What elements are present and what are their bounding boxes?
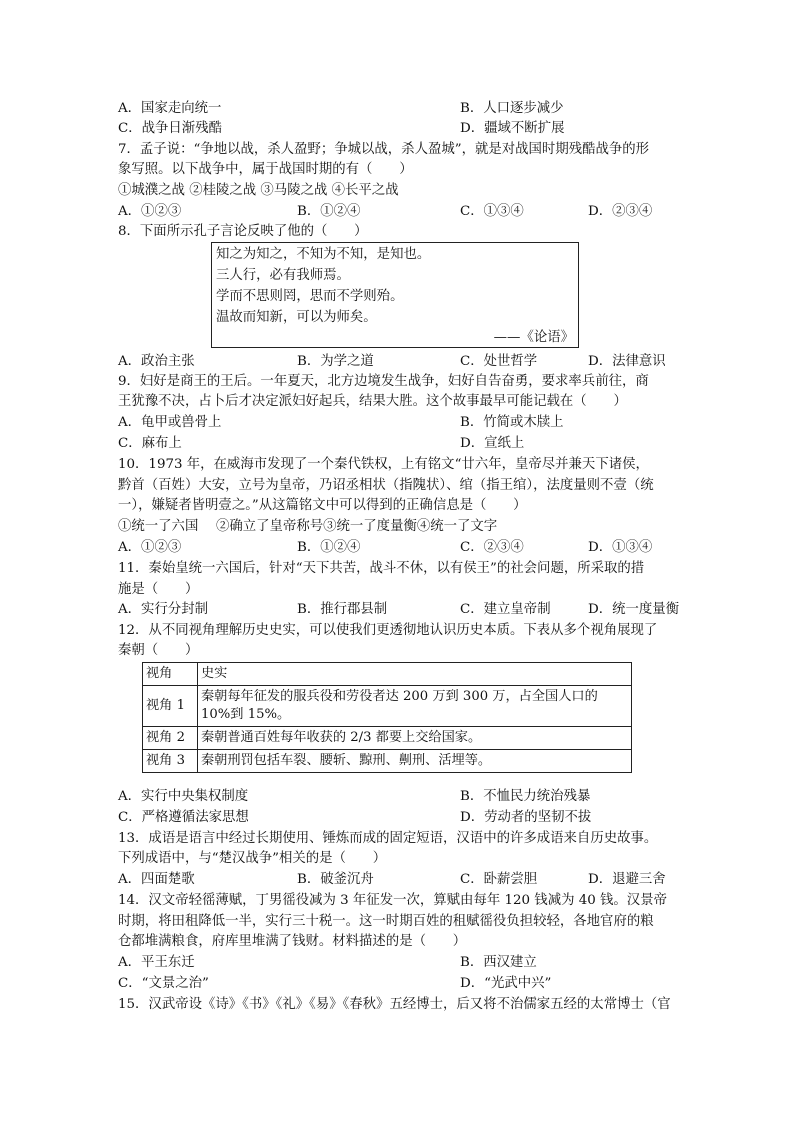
q8-stem: 8．下面所示孔子言论反映了他的（ ） — [118, 224, 368, 239]
q7-option-b: B．①②④ — [297, 204, 361, 219]
table-row — [143, 750, 632, 773]
q9-option-b: B．竹简或木牍上 — [460, 415, 564, 430]
q13-stem-line1: 13．成语是语言中经过长期使用、锤炼而成的固定短语，汉语中的许多成语来自历史故事。 — [118, 831, 658, 846]
q14-option-b: B．西汉建立 — [460, 955, 537, 970]
q14-option-d: D．“光武中兴” — [460, 976, 552, 991]
q14-stem-line3: 仓都堆满粮食，府库里堆满了钱财。材料描述的是（ ） — [118, 934, 467, 949]
q11-option-d: D．统一度量衡 — [588, 602, 680, 617]
q7-option-a: A．①②③ — [118, 204, 182, 219]
q13-option-c: C．卧薪尝胆 — [460, 872, 538, 887]
q14-option-a: A．平王东迁 — [118, 955, 195, 970]
q10-stem-line3: 一），嫌疑者皆明壹之。”从这篇铭文中可以得到的正确信息是（ ） — [118, 498, 527, 513]
q8-quote-1: 知之为知之，不知为不知，是知也。 — [216, 247, 431, 262]
q13-option-a: A．四面楚歌 — [118, 872, 195, 887]
table-header-row — [143, 663, 632, 686]
q8-quote-4: 温故而知新，可以为师矣。 — [216, 310, 377, 325]
q10-stem-line2: 黔首（百姓）大安，立号为皇帝，乃诏丞相状（指隗状）、绾（指王绾），法度量则不壹（统 — [118, 478, 654, 493]
q11-stem-line2: 施是（ ） — [118, 582, 199, 597]
q10-option-c: C．②③④ — [460, 540, 524, 555]
q6-option-c: C．战争日渐残酷 — [118, 121, 222, 136]
table-cell: 秦朝刑罚包括车裂、腰斩、黥刑、劓刑、活埋等。 — [198, 750, 632, 773]
q12-table — [142, 662, 632, 773]
q11-stem-line1: 11．秦始皇统一六国后，针对“天下共苦，战斗不休，以有侯王”的社会问题，所采取的措 — [118, 561, 645, 576]
q12-option-c: C．严格遵循法家思想 — [118, 810, 249, 825]
table-header-cell: 史实 — [198, 663, 632, 686]
q11-option-c: C．建立皇帝制 — [460, 602, 551, 617]
q14-stem-line1: 14．汉文帝轻徭薄赋，丁男徭役减为 3 年征发一次，算赋由每年 120 钱减为 40 钱。汉景帝 — [118, 893, 667, 908]
table-cell: 秦朝普通百姓每年收获的 2/3 都要上交给国家。 — [198, 727, 632, 750]
q6-option-b: B．人口逐步减少 — [460, 101, 564, 116]
q10-option-a: A．①②③ — [118, 540, 182, 555]
q12-option-a: A．实行中央集权制度 — [118, 789, 249, 804]
q12-stem-line1: 12．从不同视角理解历史史实，可以使我们更透彻地认识历史本质。下表从多个视角展现了 — [118, 623, 658, 638]
q15-stem-line1: 15．汉武帝设《诗》《书》《礼》《易》《春秋》五经博士，后又将不治儒家五经的太常博士（官 — [118, 997, 671, 1012]
table-header-cell: 视角 — [143, 663, 198, 686]
q7-items: ①城濮之战 ②桂陵之战 ③马陵之战 ④长平之战 — [118, 183, 399, 198]
q8-option-a: A．政治主张 — [118, 354, 195, 369]
table-cell: 视角 2 — [143, 727, 198, 750]
q14-option-c: C．“文景之治” — [118, 976, 209, 991]
q9-stem-line1: 9．妇好是商王的王后。一年夏天，北方边境发生战争，妇好自告奋勇，要求率兵前往，商 — [118, 374, 649, 389]
q6-option-a: A．国家走向统一 — [118, 101, 222, 116]
q9-option-d: D．宣纸上 — [460, 436, 525, 451]
q12-stem-line2: 秦朝（ ） — [118, 643, 199, 658]
q8-option-d: D．法律意识 — [588, 354, 666, 369]
table-row — [143, 727, 632, 750]
q13-option-b: B．破釜沉舟 — [297, 872, 374, 887]
q14-stem-line2: 时期，将田租降低一半，实行三十税一。这一时期百姓的租赋徭役负担较轻，各地官府的粮 — [118, 914, 654, 929]
q11-option-b: B．推行郡县制 — [297, 602, 388, 617]
q6-option-d: D．疆域不断扩展 — [460, 121, 565, 136]
q10-option-d: D．①③④ — [588, 540, 653, 555]
table-cell: 秦朝每年征发的服兵役和劳役者达 200 万到 300 万，占全国人口的 10%到 15%。 — [198, 686, 632, 727]
q11-option-a: A．实行分封制 — [118, 602, 209, 617]
q7-option-d: D．②③④ — [588, 204, 653, 219]
table-cell: 视角 1 — [143, 686, 198, 727]
q8-quote-box — [211, 242, 579, 348]
q13-stem-line2: 下列成语中，与“楚汉战争”相关的是（ ） — [118, 851, 387, 866]
q10-items: ①统一了六国 ②确立了皇帝称号③统一了度量衡④统一了文字 — [118, 519, 498, 534]
q10-stem-line1: 10．1973 年，在威海市发现了一个秦代铁权，上有铭文“廿六年，皇帝尽并兼天下诸侯， — [118, 457, 649, 472]
q8-option-b: B．为学之道 — [297, 354, 374, 369]
q9-option-c: C．麻布上 — [118, 436, 182, 451]
q9-option-a: A．龟甲或兽骨上 — [118, 415, 222, 430]
q7-stem-line1: 7．孟子说：“争地以战，杀人盈野；争城以战，杀人盈城”，就是对战国时期残酷战争的形 — [118, 142, 650, 157]
q10-option-b: B．①②④ — [297, 540, 361, 555]
q8-source: ——《论语》 — [493, 330, 574, 345]
q7-stem-line2: 象写照。以下战争中，属于战国时期的有（ ） — [118, 162, 413, 177]
q8-quote-3: 学而不思则罔，思而不学则殆。 — [216, 289, 404, 304]
q8-quote-2: 三人行，必有我师焉。 — [216, 268, 350, 283]
table-row — [143, 686, 632, 727]
q9-stem-line2: 王犹豫不决，占卜后才决定派妇好起兵，结果大胜。这个故事最早可能记载在（ ） — [118, 394, 627, 409]
q12-option-d: D．劳动者的坚韧不拔 — [460, 810, 592, 825]
q13-option-d: D．退避三舍 — [588, 872, 666, 887]
table-cell: 视角 3 — [143, 750, 198, 773]
q8-option-c: C．处世哲学 — [460, 354, 538, 369]
q7-option-c: C．①③④ — [460, 204, 524, 219]
q12-option-b: B．不恤民力统治残暴 — [460, 789, 591, 804]
